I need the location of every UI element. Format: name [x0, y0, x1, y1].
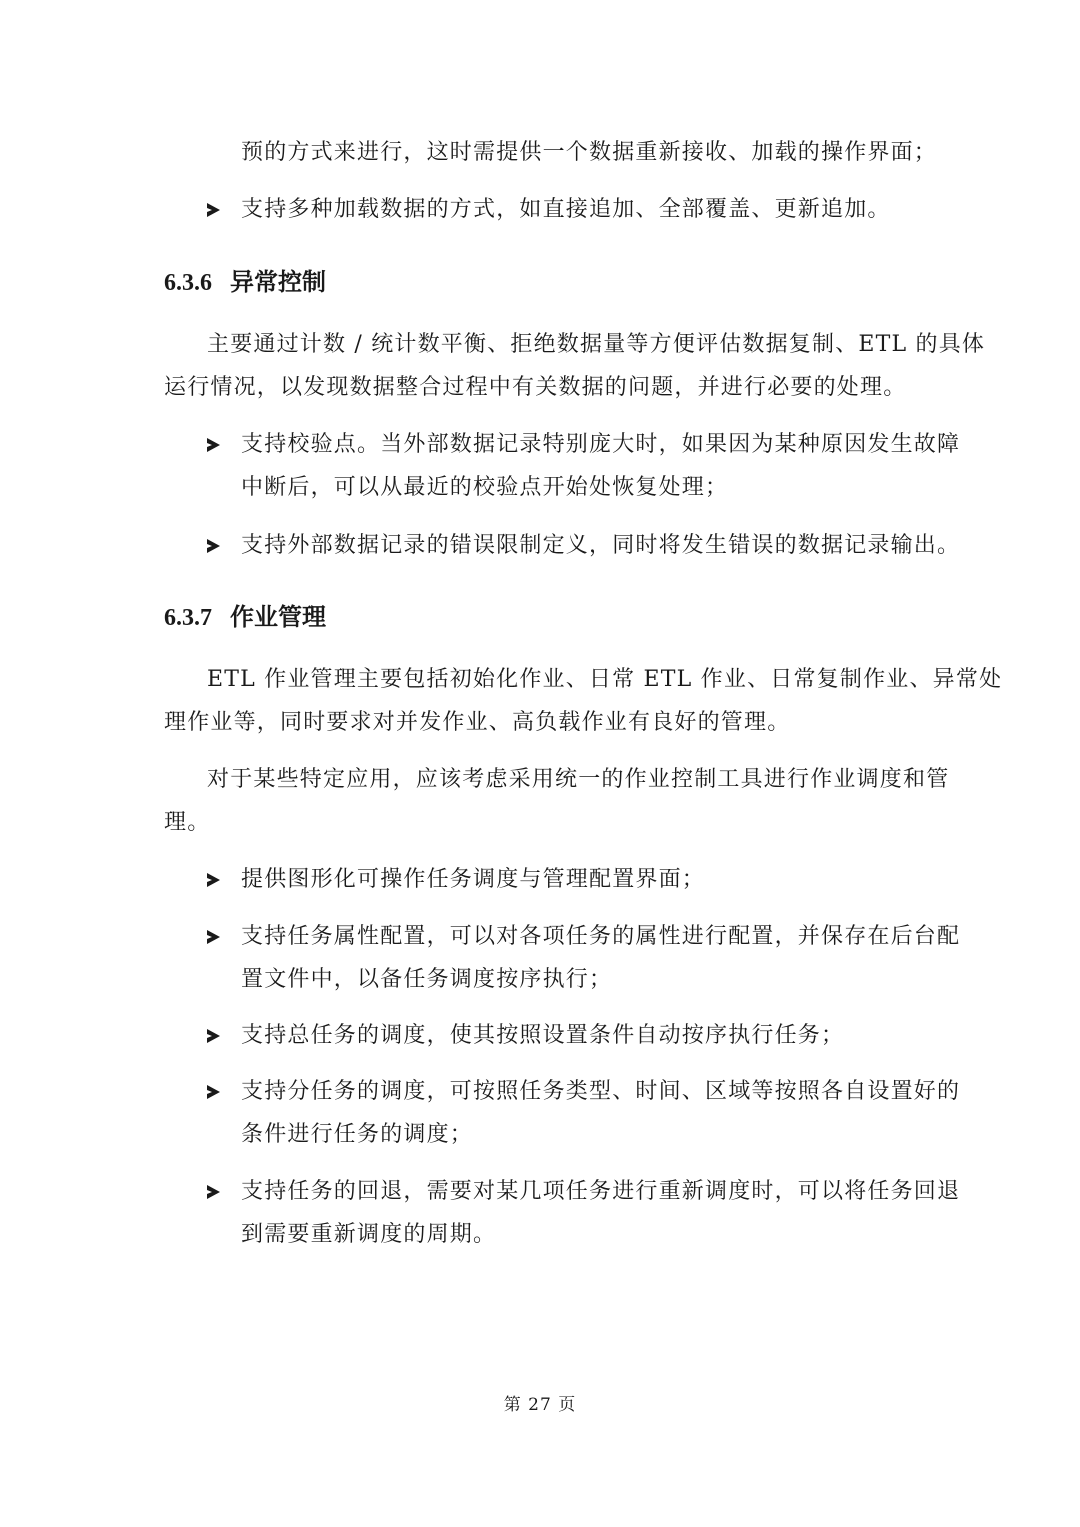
section-heading [164, 266, 326, 299]
bullet-text: 支持多种加载数据的方式，如直接追加、全部覆盖、更新追加。 [241, 197, 891, 222]
section-title: 异常控制 [230, 268, 326, 296]
arrowhead-bullet-icon [207, 1185, 220, 1199]
bullet-text-continued: 置文件中，以备任务调度按序执行； [241, 967, 613, 992]
bullet-text-continued: 条件进行任务的调度； [241, 1122, 474, 1147]
bullet-text: 支持外部数据记录的错误限制定义，同时将发生错误的数据记录输出。 [241, 533, 961, 558]
arrowhead-bullet-icon [207, 203, 220, 217]
paragraph-line: 运行情况，以发现数据整合过程中有关数据的问题，并进行必要的处理。 [164, 375, 907, 400]
bullet-text: 支持分任务的调度，可按照任务类型、时间、区域等按照各自设置好的 [241, 1079, 961, 1104]
paragraph-line: 对于某些特定应用，应该考虑采用统一的作业控制工具进行作业调度和管 [207, 767, 950, 792]
arrowhead-bullet-icon [207, 438, 220, 452]
arrowhead-bullet-icon [207, 539, 220, 553]
bullet-text: 支持校验点。当外部数据记录特别庞大时，如果因为某种原因发生故障 [241, 432, 961, 457]
bullet-text: 支持任务属性配置，可以对各项任务的属性进行配置，并保存在后台配 [241, 924, 961, 949]
arrowhead-bullet-icon [207, 873, 220, 887]
section-title: 作业管理 [230, 603, 326, 631]
paragraph-line: ETL 作业管理主要包括初始化作业、日常 ETL 作业、日常复制作业、异常处 [207, 667, 1003, 692]
paragraph-line: 理。 [164, 810, 211, 835]
bullet-text: 提供图形化可操作任务调度与管理配置界面； [241, 867, 706, 892]
section-number: 6.3.7 [164, 605, 212, 631]
page-number: 第 27 页 [503, 1395, 577, 1415]
bullet-text: 支持任务的回退，需要对某几项任务进行重新调度时，可以将任务回退 [241, 1179, 961, 1204]
paragraph-line: 主要通过计数 / 统计数平衡、拒绝数据量等方便评估数据复制、ETL 的具体 [207, 332, 986, 357]
arrowhead-bullet-icon [207, 1085, 220, 1099]
section-number: 6.3.6 [164, 270, 212, 296]
arrowhead-bullet-icon [207, 1029, 220, 1043]
bullet-text-continued: 到需要重新调度的周期。 [241, 1222, 497, 1247]
paragraph-line: 预的方式来进行，这时需提供一个数据重新接收、加载的操作界面； [241, 140, 938, 165]
bullet-text: 支持总任务的调度，使其按照设置条件自动按序执行任务； [241, 1023, 845, 1048]
arrowhead-bullet-icon [207, 930, 220, 944]
bullet-text-continued: 中断后，可以从最近的校验点开始处恢复处理； [241, 475, 729, 500]
paragraph-line: 理作业等，同时要求对并发作业、高负载作业有良好的管理。 [164, 710, 791, 735]
section-heading [164, 601, 326, 634]
